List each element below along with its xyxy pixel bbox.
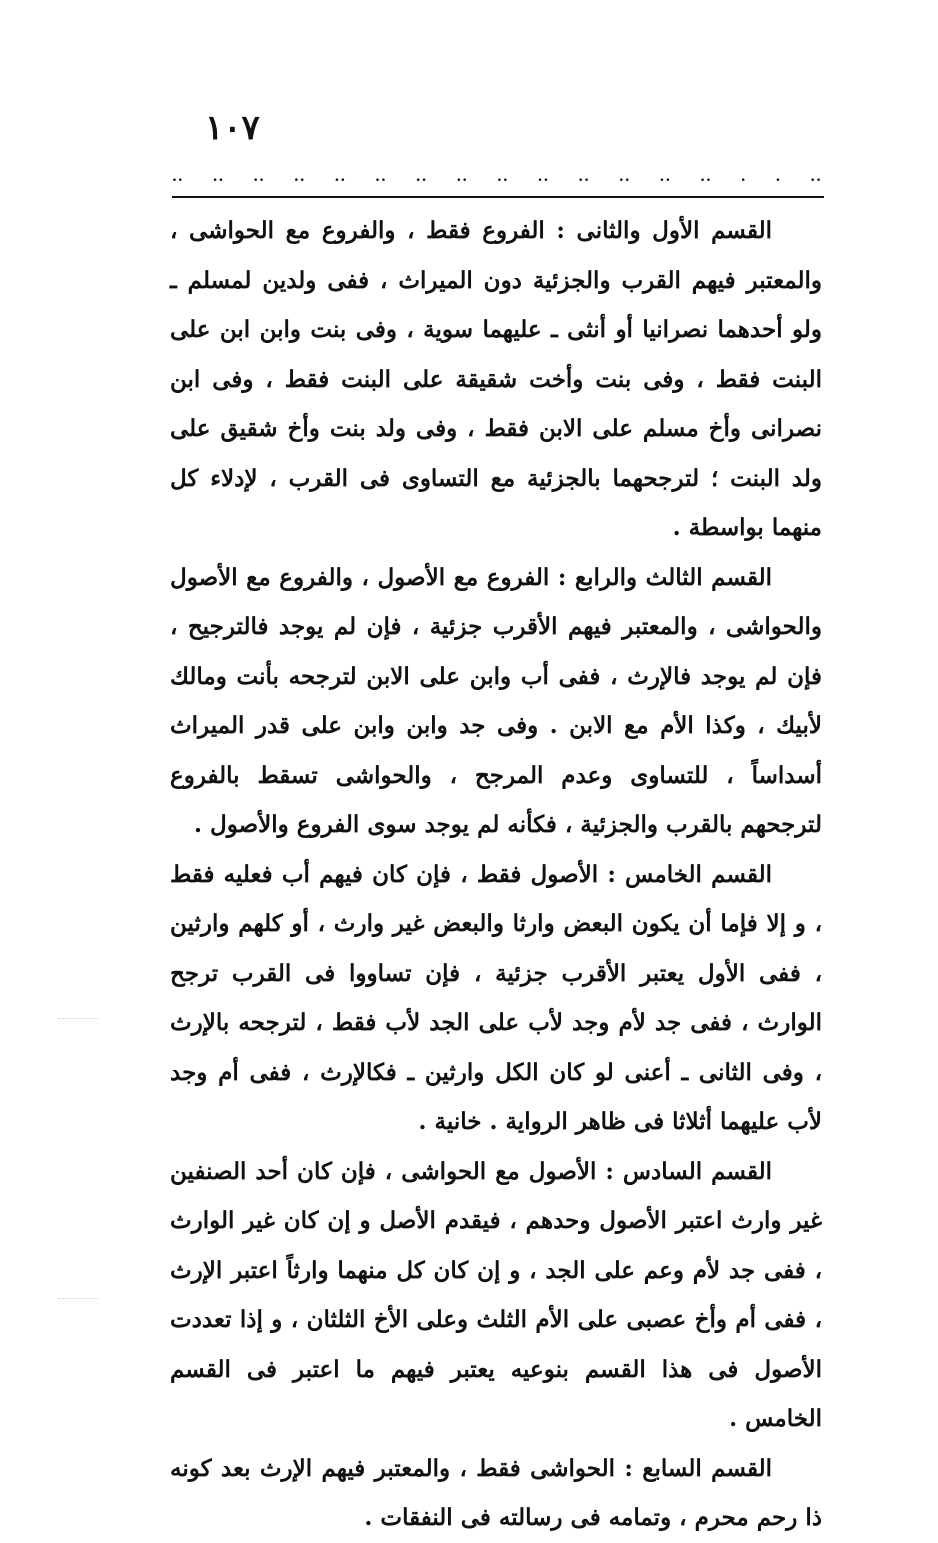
paragraph-seventh-section: القسم السابع : الحواشى فقط ، والمعتبر فيهم الإرث بعد كونه ذا رحم محرم ، وتمامه فى رسالته فى النفقات . [170, 1454, 822, 1531]
separator-dot: . [775, 169, 782, 185]
separator-dot: .. [212, 169, 225, 185]
separator-dot: .. [375, 169, 387, 185]
margin-scan-mark [58, 1018, 98, 1019]
separator-dot: . [740, 169, 747, 185]
separator-dot: .. [810, 169, 822, 185]
margin-scan-mark [58, 1298, 98, 1299]
separator-dot: .. [537, 169, 550, 185]
paragraph-sixth-section: القسم السادس : الأصول مع الحواشى ، فإن كان أحد الصنفين غير وارث اعتبر الأصول وحدهم ، فيقدم الأصل و إن كان غير الوارث ، ففى جد لأم وعم على الجد ، و إن كان كل منهما وارثاً اعتبر الإرث ، ففى أم وأخ عصبى على الأم الثلث وعلى الأخ الثلثان ، و إذا تعددت الأصول فى هذا القسم بنوعيه يعتبر فيهم ما اعتبر فى القسم الخامس . [170, 1157, 822, 1432]
separator-dot: .. [659, 169, 672, 185]
separator-dot: .. [618, 169, 631, 185]
ornamental-dot-separator [172, 168, 822, 186]
separator-dot: .. [578, 169, 590, 185]
separator-dot: .. [497, 169, 509, 185]
header-rule [172, 196, 824, 198]
page-number: ١٠٧ [205, 108, 260, 148]
separator-dot: .. [253, 169, 265, 185]
body-text [170, 206, 822, 1543]
separator-dot: .. [415, 169, 428, 185]
separator-dot: .. [456, 169, 469, 185]
paragraph-fifth-section: القسم الخامس : الأصول فقط ، فإن كان فيهم أب فعليه فقط ، و إلا فإما أن يكون البعض وارثا والبعض غير وارث ، أو كلهم وارثين ، ففى الأول يعتبر الأقرب جزئية ، فإن تساووا فى القرب ترجح الوارث ، ففى جد لأم وجد لأب على الجد لأب فقط ، لترجحه بالإرث ، وفى الثانى ـ أعنى لو كان الكل وارثين ـ فكالإرث ، ففى أم وجد لأب عليهما أثلاثا فى ظاهر الرواية . خانية . [170, 860, 822, 1135]
separator-dot: .. [700, 169, 712, 185]
paragraph-third-fourth-section: القسم الثالث والرابع : الفروع مع الأصول ، والفروع مع الأصول والحواشى ، والمعتبر فيهم الأقرب جزئية ، فإن لم يوجد فالترجيح ، فإن لم يوجد فالإرث ، ففى أب وابن على الابن لترجحه بأنت ومالك لأبيك ، وكذا الأم مع الابن . وفى جد وابن وابن على قدر الميراث أسداساً ، للتساوى وعدم المرجح ، والحواشى تسقط بالفروع لترجحهم بالقرب والجزئية ، فكأنه لم يوجد سوى الفروع والأصول . [170, 563, 822, 838]
paragraph-first-second-section: القسم الأول والثانى : الفروع فقط ، والفروع مع الحواشى ، والمعتبر فيهم القرب والجزئية دون الميراث ، ففى ولدين لمسلم ـ ولو أحدهما نصرانيا أو أنثى ـ عليهما سوية ، وفى بنت وابن ابن على البنت فقط ، وفى بنت وأخت شقيقة على البنت فقط ، وفى ابن نصرانى وأخ مسلم على الابن فقط ، وفى ولد بنت وأخ شقيق على ولد البنت ؛ لترجحهما بالجزئية مع التساوى فى القرب ، لإدلاء كل منهما بواسطة . [170, 217, 822, 541]
separator-dot: .. [334, 169, 347, 185]
separator-dot: .. [293, 169, 306, 185]
separator-dot: .. [172, 169, 184, 185]
